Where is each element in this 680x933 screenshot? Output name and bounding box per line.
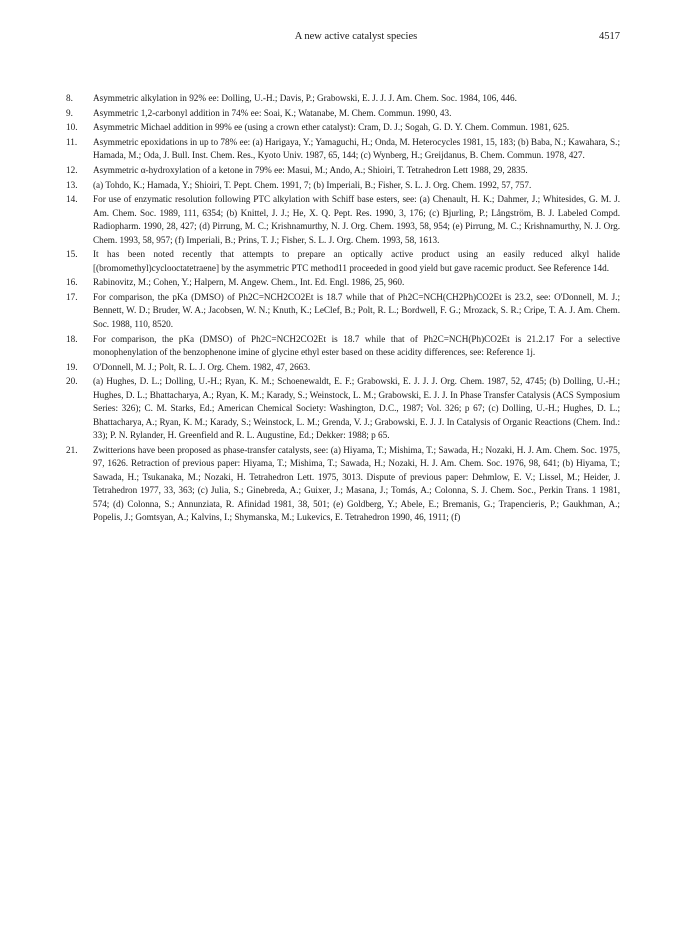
reference-number: 19. — [66, 361, 78, 372]
reference-text: Asymmetric alkylation in 92% ee: Dolling, U.-H.; Davis, P.; Grabowski, E. J. J. J. Am. Chem. Soc. 1984, 106, 446. — [93, 93, 517, 103]
reference-text: Asymmetric 1,2-carbonyl addition in 74% ee: Soai, K.; Watanabe, M. Chem. Commun. 1990, 43. — [93, 107, 452, 118]
reference-list — [66, 92, 620, 526]
reference-item — [66, 179, 620, 192]
reference-item — [66, 291, 620, 331]
reference-number: 17. — [66, 292, 78, 303]
reference-number: 15. — [66, 249, 78, 260]
reference-text: For use of enzymatic resolution following PTC alkylation with Schiff base esters, see: (a) Chenault, H. K.; Dahmer, J.; Whitesides, G. M. J. Am. Chem. Soc. 1989, 111, 6354; (b) Knittel, J. J.; He, X. Q. Pept. Res. 1990, 3, 176; (c) Bjurling, P.; Långström, B. J. Labeled Compd. Radiopharm. 1990, 28, 427; (d) Pirrung, M. C.; Krishnamurthy, N. J. Org. Chem. 1993, 58, 954; (e) Pirrung, M. C.; Krishnamurthy, N. J. Org. Chem. 1993, 58, 957; (f) Imperiali, B.; Prins, T. J.; Fisher, S. L. J. Org. Chem. 1993, 58, 1613. — [93, 194, 620, 245]
reference-number: 13. — [66, 179, 78, 190]
reference-text: For comparison, the pKa (DMSO) of Ph2C=NCH2CO2Et is 18.7 while that of Ph2C=NCH(Ph)CO2Et is 21.2.17 For a selective monophenylation of the benzophenone imine of glycine ethyl ester based on these acidity differences, see: Reference 1j. — [93, 333, 620, 358]
reference-number: 20. — [66, 376, 78, 387]
reference-text: Asymmetric epoxidations in up to 78% ee: (a) Harigaya, Y.; Yamaguchi, H.; Onda, M. Heterocycles 1981, 15, 183; (b) Baba, N.; Kawahara, S.; Hamada, M.; Oda, J. Bull. Inst. Chem. Res., Kyoto Univ. 1987, 65, 144; (c) Wynberg, H.; Greijdanus, B. Chem. Commun. 1978, 427. — [93, 136, 620, 161]
reference-number: 14. — [66, 194, 78, 205]
reference-item — [66, 164, 620, 177]
reference-number: 9. — [66, 107, 73, 118]
reference-number: 21. — [66, 444, 78, 455]
reference-item — [66, 193, 620, 247]
reference-item — [66, 121, 620, 134]
reference-number: 8. — [66, 93, 73, 103]
reference-item — [66, 375, 620, 442]
reference-number: 11. — [66, 136, 78, 147]
page-number: 4517 — [599, 31, 620, 42]
reference-text: (a) Tohdo, K.; Hamada, Y.; Shioiri, T. Pept. Chem. 1991, 7; (b) Imperiali, B.; Fisher, S. L. J. Org. Chem. 1992, 57, 757. — [93, 179, 532, 190]
reference-text: Asymmetric α-hydroxylation of a ketone in 79% ee: Masui, M.; Ando, A.; Shioiri, T. Tetrahedron Lett 1988, 29, 2835. — [93, 165, 528, 176]
reference-item — [66, 444, 620, 525]
reference-item — [66, 276, 620, 289]
reference-text: It has been noted recently that attempts to prepare an optically active product using an easily reduced alkyl halide [(bromomethyl)cyclooctatetraene] by the asymmetric PTC method11 proceeded in good yield but gave racemic product. See Reference 14d. — [93, 249, 620, 273]
reference-text: O'Donnell, M. J.; Polt, R. L. J. Org. Chem. 1982, 47, 2663. — [93, 361, 311, 372]
reference-item — [66, 92, 620, 105]
reference-text: Rabinovitz, M.; Cohen, Y.; Halpern, M. Angew. Chem., Int. Ed. Engl. 1986, 25, 960. — [93, 277, 405, 288]
reference-number: 16. — [66, 277, 78, 288]
reference-text: (a) Hughes, D. L.; Dolling, U.-H.; Ryan, K. M.; Schoenewaldt, E. F.; Grabowski, E. J. J. J. Org. Chem. 1987, 52, 4745; (b) Dolling, U.-H.; Hughes, D. L.; Bhattacharya, A.; Ryan, K. M.; Karady, S.; Weinstock, L. M.; Grabowski, E. J. J. In Phase Transfer Catalysis (ACS Symposium Series: 326); C. M. Starks, Ed.; American Chemical Society: Washington, D.C., 1987; Vol. 326; p 67; (c) Dolling, U.-H.; Hughes, D. L.; Bhattacharya, A.; Ryan, K. M.; Karady, S.; Weinstock, L. M.; Grenda, V. J.; Grabowski, E. J. J. In Catalysis of Organic Reactions (Chem. Ind.: 33); P. N. Rylander, H. Greenfield and R. L. Augustine, Ed.; Dekker: 1988; p 65. — [93, 376, 620, 441]
reference-number: 18. — [66, 333, 78, 344]
reference-item — [66, 361, 620, 374]
reference-text: For comparison, the pKa (DMSO) of Ph2C=NCH2CO2Et is 18.7 while that of Ph2C=NCH(CH2Ph)CO2Et is 23.2, see: O'Donnell, M. J.; Bennett, W. D.; Bruder, W. A.; Jacobsen, W. N.; Knuth, K.; LeClef, B.; Polt, R. L.; Bordwell, F. G.; Mrozack, S. R.; Cripe, T. A. J. Am. Chem. Soc. 1988, 110, 8520. — [93, 292, 620, 329]
running-title: A new active catalyst species — [294, 31, 418, 42]
reference-item — [66, 107, 620, 120]
reference-text: Asymmetric Michael addition in 99% ee (using a crown ether catalyst): Cram, D. J.; Sogah, G. D. Y. Chem. Commun. 1981, 625. — [93, 122, 570, 133]
reference-item — [66, 136, 620, 163]
reference-number: 12. — [66, 165, 78, 176]
reference-text: Zwitterions have been proposed as phase-transfer catalysts, see: (a) Hiyama, T.; Mishima, T.; Sawada, H.; Nozaki, H. J. Am. Chem. Soc. 1975, 97, 1626. Retraction of previous paper: Hiyama, T.; Mishima, T.; Sawada, H.; Nozaki, H. J. Am. Chem. Soc. 1976, 98, 641; (b) Hiyama, T.; Sawada, H.; Tsukanaka, M.; Nozaki, H. Tetrahedron Lett. 1975, 3013. Dispute of previous paper: Dehmlow, E. V.; Lissel, M.; Heider, J. Tetrahedron 1977, 33, 363; (c) Julia, S.; Ginebreda, A.; Guixer, J.; Masana, J.; Tomás, A.; Colonna, S. J. Chem. Soc., Perkin Trans. 1 1981, 574; (d) Colonna, S.; Annunziata, R. Afinidad 1981, 38, 501; (e) Goldberg, Y.; Abele, E.; Bremanis, G.; Trapencieris, P.; Gaukhman, A.; Popelis, J.; Gomtsyan, A.; Kalvins, I.; Shymanska, M.; Lukevics, E. Tetrahedron 1990, 46, 1911; (f) — [93, 444, 620, 523]
running-head — [92, 30, 620, 44]
reference-item — [66, 248, 620, 275]
reference-item — [66, 333, 620, 360]
reference-number: 10. — [66, 122, 78, 133]
